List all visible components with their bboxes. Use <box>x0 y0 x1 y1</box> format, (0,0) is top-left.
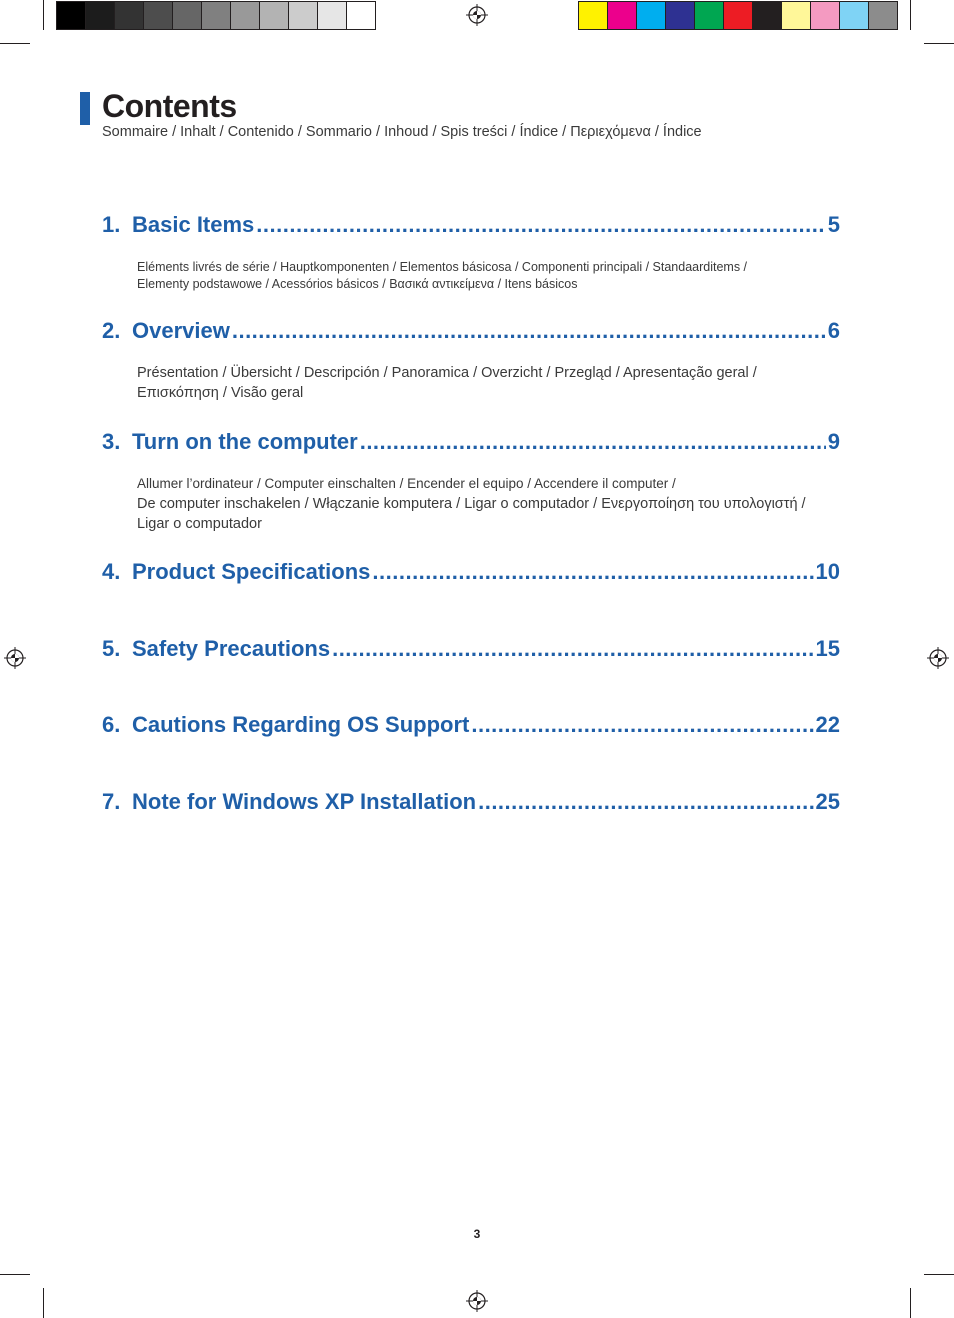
toc-page-number: 6 <box>827 318 840 343</box>
crop-mark <box>43 0 44 30</box>
color-swatch <box>347 2 375 29</box>
toc-entry-product-specifications[interactable] <box>102 559 840 585</box>
toc-page-number: 10 <box>815 559 840 584</box>
toc-number: 6. <box>102 712 121 737</box>
toc-number: 5. <box>102 636 121 661</box>
toc-leader-dots <box>471 712 813 738</box>
color-swatch <box>289 2 318 29</box>
color-swatch <box>695 2 724 29</box>
toc-entry-windows-xp-installation[interactable] <box>102 789 840 815</box>
toc-leader-dots <box>372 559 813 585</box>
color-swatch <box>144 2 173 29</box>
color-swatch <box>840 2 869 29</box>
crop-mark <box>910 1288 911 1318</box>
color-swatch <box>57 2 86 29</box>
title-accent-bar <box>80 92 90 125</box>
toc-label: Product Specifications <box>132 559 371 584</box>
color-swatch <box>115 2 144 29</box>
page-subtitle: Sommaire / Inhalt / Contenido / Sommario / Inhoud / Spis treści / Índice / Περιεχόμενα / Índice <box>102 124 702 140</box>
color-swatch <box>318 2 347 29</box>
page-number: 3 <box>473 1227 481 1241</box>
toc-label: Note for Windows XP Installation <box>132 789 477 814</box>
toc-leader-dots <box>478 789 813 815</box>
color-swatch <box>811 2 840 29</box>
toc-label: Turn on the computer <box>132 429 358 454</box>
toc-entry-safety-precautions[interactable] <box>102 636 840 662</box>
color-swatch <box>666 2 695 29</box>
color-swatch <box>724 2 753 29</box>
toc-page-number: 15 <box>815 636 840 661</box>
registration-mark-icon <box>4 647 26 669</box>
color-swatch <box>869 2 897 29</box>
process-color-bar <box>578 1 898 30</box>
color-swatch <box>782 2 811 29</box>
toc-entry-cautions-os-support[interactable] <box>102 712 840 738</box>
toc-subtitle-line: Allumer l’ordinateur / Computer einschalten / Encender el equipo / Accendere il computer / <box>137 476 676 491</box>
toc-entry-turn-on-computer[interactable] <box>102 429 840 455</box>
color-swatch <box>260 2 289 29</box>
toc-subtitle-line: De computer inschakelen / Włączanie komputera / Ligar o computador / Ενεργοποίηση του υπολογιστή / <box>137 496 806 512</box>
toc-subtitle-line: Elementy podstawowe / Acessórios básicos / Βασικά αντικείμενα / Itens básicos <box>137 277 578 291</box>
toc-leader-dots <box>232 318 826 344</box>
grayscale-color-bar <box>56 1 376 30</box>
toc-page-number: 25 <box>815 789 840 814</box>
toc-label: Overview <box>132 318 230 343</box>
registration-mark-icon <box>927 647 949 669</box>
toc-page-number: 9 <box>827 429 840 454</box>
toc-subtitle-line: Présentation / Übersicht / Descripción / Panoramica / Overzicht / Przegląd / Apresentação geral / <box>137 365 757 381</box>
color-swatch <box>86 2 115 29</box>
crop-mark <box>924 43 954 44</box>
toc-number: 3. <box>102 429 121 454</box>
registration-mark-icon <box>466 1290 488 1312</box>
toc-leader-dots <box>256 212 825 238</box>
toc-entry-basic-items[interactable] <box>102 212 840 238</box>
color-swatch <box>608 2 637 29</box>
color-swatch <box>231 2 260 29</box>
toc-leader-dots <box>360 429 826 455</box>
crop-mark <box>0 1274 30 1275</box>
toc-page-number: 22 <box>815 712 840 737</box>
crop-mark <box>0 43 30 44</box>
registration-mark-icon <box>466 4 488 26</box>
toc-label: Cautions Regarding OS Support <box>132 712 470 737</box>
toc-subtitle-overview <box>137 363 849 403</box>
color-swatch <box>637 2 666 29</box>
crop-mark <box>43 1288 44 1318</box>
crop-mark <box>924 1274 954 1275</box>
crop-mark <box>910 0 911 30</box>
toc-label: Safety Precautions <box>132 636 331 661</box>
color-swatch <box>579 2 608 29</box>
toc-subtitle-line: Ligar o computador <box>137 516 262 532</box>
toc-subtitle-basic-items <box>137 259 849 293</box>
toc-subtitle-line: Eléments livrés de série / Hauptkomponenten / Elementos básicosa / Componenti principali / Standaarditems / <box>137 260 748 274</box>
toc-label: Basic Items <box>132 212 255 237</box>
toc-number: 4. <box>102 559 121 584</box>
color-swatch <box>753 2 782 29</box>
color-swatch <box>173 2 202 29</box>
color-swatch <box>202 2 231 29</box>
toc-subtitle-turn-on-computer <box>137 474 849 534</box>
toc-leader-dots <box>332 636 813 662</box>
toc-number: 1. <box>102 212 121 237</box>
toc-page-number: 5 <box>827 212 840 237</box>
toc-number: 2. <box>102 318 121 343</box>
toc-subtitle-line: Επισκόπηση / Visão geral <box>137 385 304 401</box>
page-title: Contents <box>102 88 237 124</box>
toc-number: 7. <box>102 789 121 814</box>
toc-entry-overview[interactable] <box>102 318 840 344</box>
